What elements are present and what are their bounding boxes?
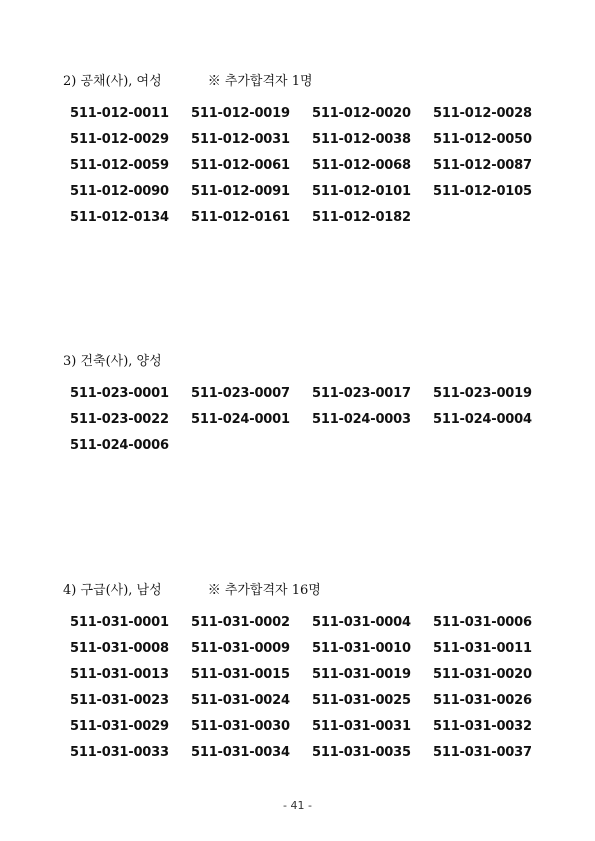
section-title: 3) 건축(사), 양성: [63, 354, 162, 369]
applicant-number: 511-012-0134: [70, 210, 169, 225]
section-geonchuk: [63, 352, 554, 459]
applicant-number: 511-024-0001: [191, 412, 290, 427]
applicant-number: 511-023-0007: [191, 386, 290, 401]
section-heading: [63, 72, 554, 92]
applicant-number: 511-031-0029: [70, 719, 169, 734]
applicant-number: 511-031-0023: [70, 693, 169, 708]
applicant-number: 511-031-0032: [433, 719, 532, 734]
page-number: - 41 -: [283, 799, 312, 812]
applicant-number: 511-024-0003: [312, 412, 411, 427]
applicant-number: 511-012-0028: [433, 106, 532, 121]
applicant-number-grid: [70, 101, 554, 231]
applicant-number: 511-031-0019: [312, 667, 411, 682]
applicant-number: 511-031-0034: [191, 745, 290, 760]
additional-pass-note: ※ 추가합격자 16명: [207, 583, 321, 598]
applicant-number: 511-023-0019: [433, 386, 532, 401]
section-heading: [63, 581, 554, 601]
applicant-number: 511-031-0002: [191, 615, 290, 630]
applicant-number: 511-031-0015: [191, 667, 290, 682]
applicant-number: 511-012-0011: [70, 106, 169, 121]
applicant-number: 511-031-0026: [433, 693, 532, 708]
applicant-number: 511-012-0090: [70, 184, 169, 199]
applicant-number: 511-031-0008: [70, 641, 169, 656]
applicant-number: 511-031-0030: [191, 719, 290, 734]
applicant-number: 511-031-0025: [312, 693, 411, 708]
applicant-number: 511-023-0017: [312, 386, 411, 401]
applicant-number: 511-031-0013: [70, 667, 169, 682]
applicant-number: 511-012-0029: [70, 132, 169, 147]
applicant-number: 511-023-0001: [70, 386, 169, 401]
applicant-number-grid: [70, 381, 554, 459]
applicant-number: 511-012-0091: [191, 184, 290, 199]
applicant-number: 511-023-0022: [70, 412, 169, 427]
applicant-number: 511-012-0019: [191, 106, 290, 121]
applicant-number: 511-012-0050: [433, 132, 532, 147]
applicant-number: 511-012-0161: [191, 210, 290, 225]
additional-pass-note: ※ 추가합격자 1명: [207, 74, 313, 89]
section-gugeup: [63, 581, 554, 766]
applicant-number: 511-031-0031: [312, 719, 411, 734]
applicant-number: 511-012-0061: [191, 158, 290, 173]
applicant-number: 511-031-0006: [433, 615, 532, 630]
applicant-number: 511-012-0020: [312, 106, 411, 121]
applicant-number-grid: [70, 610, 554, 766]
applicant-number: 511-024-0004: [433, 412, 532, 427]
applicant-number: 511-031-0037: [433, 745, 532, 760]
applicant-number: 511-012-0101: [312, 184, 411, 199]
section-gongchae: [63, 72, 554, 231]
section-title: 4) 구급(사), 남성: [63, 583, 162, 598]
applicant-number: 511-031-0001: [70, 615, 169, 630]
applicant-number: 511-031-0004: [312, 615, 411, 630]
applicant-number: 511-031-0035: [312, 745, 411, 760]
applicant-number: 511-012-0068: [312, 158, 411, 173]
applicant-number: 511-024-0006: [70, 438, 169, 453]
applicant-number: 511-012-0038: [312, 132, 411, 147]
applicant-number: 511-012-0105: [433, 184, 532, 199]
applicant-number: 511-031-0010: [312, 641, 411, 656]
applicant-number: 511-031-0033: [70, 745, 169, 760]
applicant-number: 511-012-0059: [70, 158, 169, 173]
applicant-number: 511-012-0182: [312, 210, 411, 225]
applicant-number: 511-031-0009: [191, 641, 290, 656]
applicant-number: 511-012-0031: [191, 132, 290, 147]
applicant-number: 511-031-0020: [433, 667, 532, 682]
section-title: 2) 공채(사), 여성: [63, 74, 162, 89]
applicant-number: 511-031-0024: [191, 693, 290, 708]
applicant-number: 511-012-0087: [433, 158, 532, 173]
section-heading: [63, 352, 554, 372]
applicant-number: 511-031-0011: [433, 641, 532, 656]
